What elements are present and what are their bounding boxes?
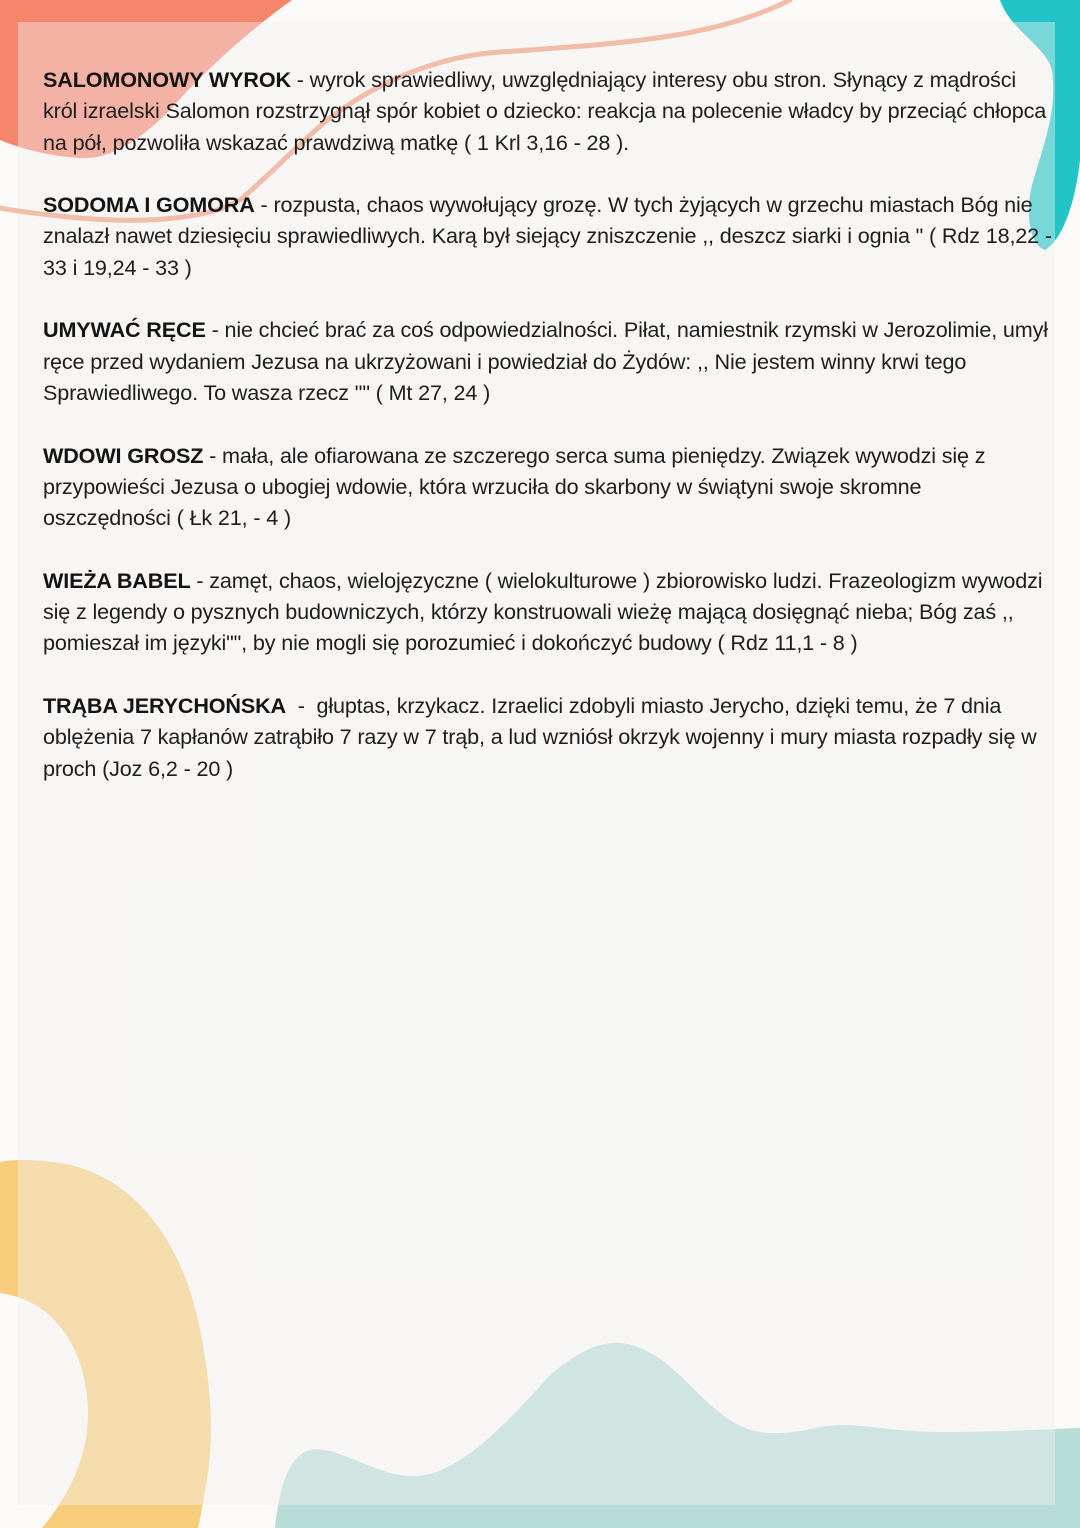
phrase-definition: rozpusta, chaos wywołujący grozę. W tych żyjących w grzechu miastach Bóg nie znalazł nawet dziesięciu sprawiedliwych. Karą był siejący zniszczenie ,, deszcz siarki i ognia " ( Rdz 18,22 - 33 i 19,24 - 33 ) — [43, 192, 1052, 280]
phrase-entry-wdowi-grosz — [43, 440, 1053, 534]
phrase-entry-traba-jerychonska — [43, 690, 1053, 784]
phrase-definition: zamęt, chaos, wielojęzyczne ( wielokulturowe ) zbiorowisko ludzi. Frazeologizm wywodzi się z legendy o pysznych budowniczych, którzy konstruowali wieżę mającą dosięgnąć nieba; Bóg zaś ,, pomieszał im języki"", by nie mogli się porozumieć i dokończyć budowy ( Rdz 11,1 - 8 ) — [43, 567, 1043, 656]
phrase-term: WIEŻA BABEL — [43, 567, 191, 593]
phrase-entry-sodoma-i-gomora — [43, 189, 1053, 283]
phrase-term: SODOMA I GOMORA — [43, 192, 255, 218]
phrase-separator: - — [254, 192, 274, 218]
phrase-term: SALOMONOWY WYROK — [43, 67, 291, 92]
phrase-definition: wyrok sprawiedliwy, uwzględniający interesy obu stron. Słynący z mądrości król izraelski Salomon rozstrzygnął spór kobiet o dziecko: reakcja na polecenie władcy by przeciąć chłopca na pół, pozwoliła wskazać prawdziwą matkę ( 1 Krl 3,16 - 28 ). — [43, 67, 1047, 155]
phrase-entry-salomonowy-wyrok — [43, 64, 1053, 158]
phrase-definition: mała, ale ofiarowana ze szczerego serca suma pieniędzy. Związek wywodzi się z przypowieści Jezusa o ubogiej wdowie, która wrzuciła do skarbony w świątyni swoje skromne oszczędności ( Łk 21, - 4 ) — [43, 442, 986, 531]
phrase-separator: - — [205, 317, 225, 343]
phrase-entry-umywac-rece — [43, 314, 1053, 408]
phrase-definition: nie chcieć brać za coś odpowiedzialności. Piłat, namiestnik rzymski w Jerozolimie, umył ręce przed wydaniem Jezusa na ukrzyżowani i powiedział do Żydów: ,, Nie jestem winny krwi tego Sprawiedliwego. To wasza rzecz "" ( Mt 27, 24 ) — [43, 317, 1048, 405]
phrase-separator: - — [203, 442, 223, 468]
phrase-term: UMYWAĆ RĘCE — [43, 317, 206, 343]
phrase-definition: głuptas, krzykacz. Izraelici zdobyli miasto Jerycho, dzięki temu, że 7 dnia oblężenia 7 kapłanów zatrąbiło 7 razy w 7 trąb, a lud wzniósł okrzyk wojenny i mury miasta rozpadły się w proch (Joz 6,2 - 20 ) — [43, 692, 1037, 781]
phrase-term: WDOWI GROSZ — [43, 442, 204, 468]
phrase-entry-wieza-babel — [43, 565, 1053, 659]
phrase-term: TRĄBA JERYCHOŃSKA — [43, 692, 286, 718]
phrase-separator: - — [190, 567, 210, 593]
phrase-separator: - — [286, 692, 317, 718]
phrase-list — [43, 64, 1053, 815]
phrase-separator: - — [290, 67, 310, 92]
